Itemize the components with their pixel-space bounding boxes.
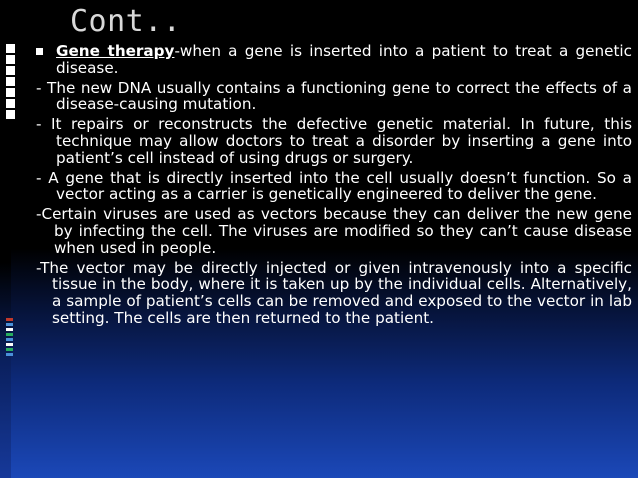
decorative-stripes-bottom [6, 318, 16, 358]
slide-title: Cont.. [70, 4, 182, 39]
paragraph-2: - It repairs or reconstructs the defective genetic material. In future, this technique may allow doctors to treat a disorder by inserting a gene into patient’s cell instead of using drugs or surgery. [36, 115, 632, 167]
bullet-content [56, 43, 632, 77]
slide-body [36, 43, 632, 330]
paragraph-5: -The vector may be directly injected or given intravenously into a specific tissue in the body, where it is taken up by the individual cells. Alternatively, a sample of patient’s cells can be removed and exposed to the vector in lab setting. The cells are then returned to the patient. [36, 258, 632, 327]
bullet-definition: -when a gene is inserted into a patient to treat a genetic disease. [56, 42, 632, 77]
term-gene-therapy: Gene therapy [56, 42, 175, 60]
paragraph-3: - A gene that is directly inserted into the cell usually doesn’t function. So a vector acting as a carrier is genetically engineered to deliver the gene. [36, 168, 632, 204]
paragraph-1: - The new DNA usually contains a functioning gene to correct the effects of a disease-causing mutation. [36, 78, 632, 114]
paragraph-4: -Certain viruses are used as vectors because they can deliver the new gene by infecting the cell. The viruses are modified so they can’t cause disease when used in people. [36, 205, 632, 257]
square-bullet-icon [36, 48, 43, 55]
decorative-stripes-top [6, 44, 16, 121]
bullet-item [36, 43, 632, 77]
